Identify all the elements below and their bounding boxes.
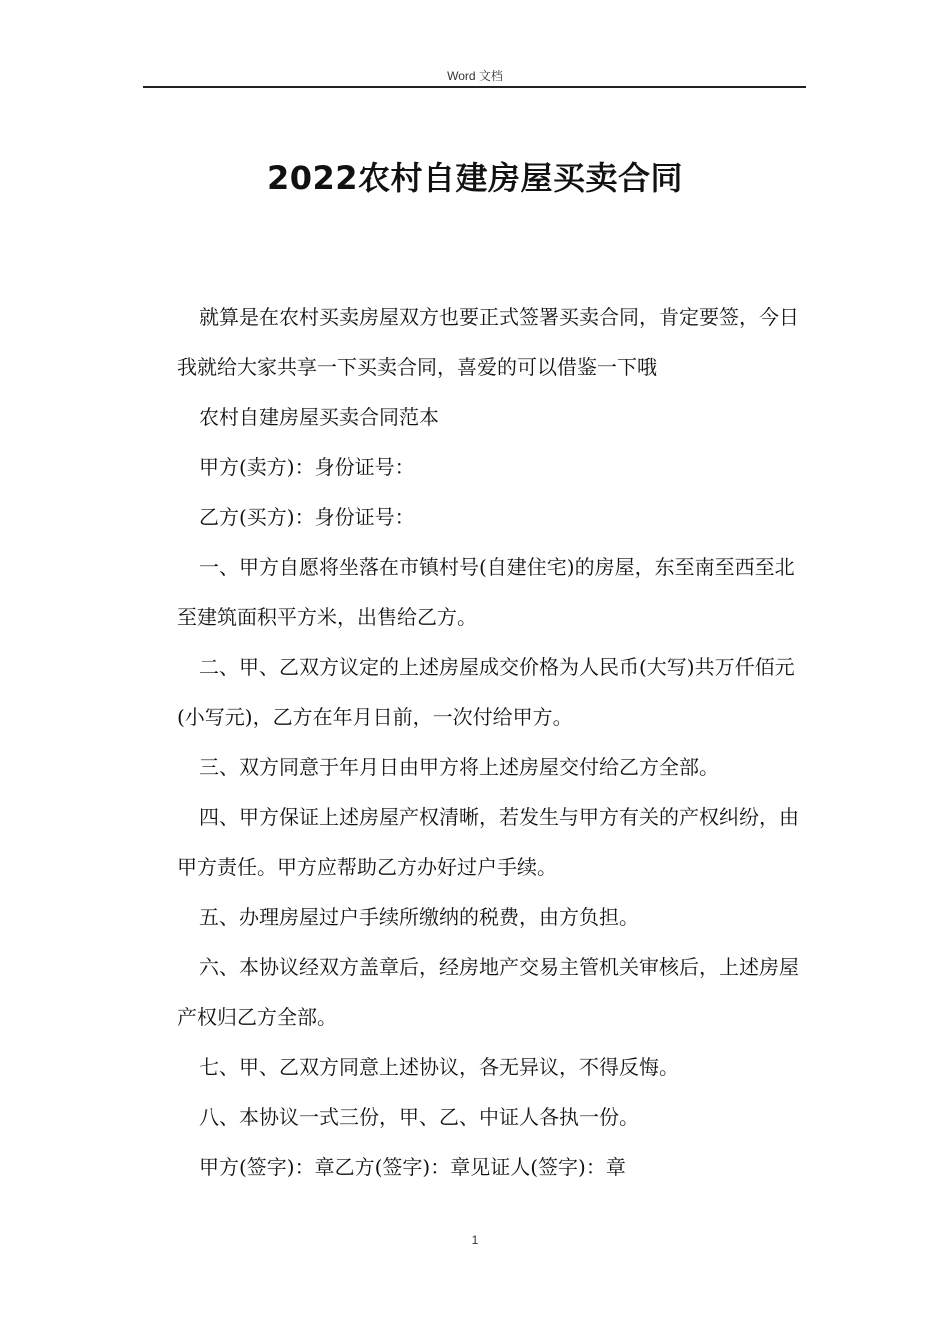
paragraph-clause-5: 五、办理房屋过户手续所缴纳的税费，由方负担。 <box>199 905 639 929</box>
document-title: 2022农村自建房屋买卖合同 <box>266 159 684 197</box>
paragraph-intro: 就算是在农村买卖房屋双方也要正式签署买卖合同，肯定要签，今日我就给大家共享一下买卖合同，喜爱的可以借鉴一下哦 <box>177 305 799 379</box>
paragraph-clause-7: 七、甲、乙双方同意上述协议，各无异议，不得反悔。 <box>199 1055 679 1079</box>
paragraph-clause-6: 六、本协议经双方盖章后，经房地产交易主管机关审核后，上述房屋产权归乙方全部。 <box>177 955 799 1029</box>
paragraph-party-b: 乙方(买方)：身份证号： <box>199 505 415 529</box>
paragraph-template-title: 农村自建房屋买卖合同范本 <box>199 405 439 429</box>
paragraph-clause-2: 二、甲、乙双方议定的上述房屋成交价格为人民币(大写)共万仟佰元(小写元)，乙方在年月日前，一次付给甲方。 <box>177 655 795 729</box>
paragraph-signatures: 甲方(签字)：章乙方(签字)：章见证人(签字)：章 <box>199 1155 626 1179</box>
page-header-label: Word 文档 <box>447 69 503 83</box>
page-number: 1 <box>471 1233 479 1247</box>
document-body <box>177 292 813 1192</box>
paragraph-party-a: 甲方(卖方)：身份证号： <box>199 455 415 479</box>
paragraph-clause-4: 四、甲方保证上述房屋产权清晰，若发生与甲方有关的产权纠纷，由甲方责任。甲方应帮助乙方办好过户手续。 <box>177 805 799 879</box>
paragraph-clause-1: 一、甲方自愿将坐落在市镇村号(自建住宅)的房屋，东至南至西至北至建筑面积平方米，出售给乙方。 <box>177 555 795 629</box>
paragraph-clause-8: 八、本协议一式三份，甲、乙、中证人各执一份。 <box>199 1105 639 1129</box>
header-divider <box>143 86 806 88</box>
paragraph-clause-3: 三、双方同意于年月日由甲方将上述房屋交付给乙方全部。 <box>199 755 719 779</box>
